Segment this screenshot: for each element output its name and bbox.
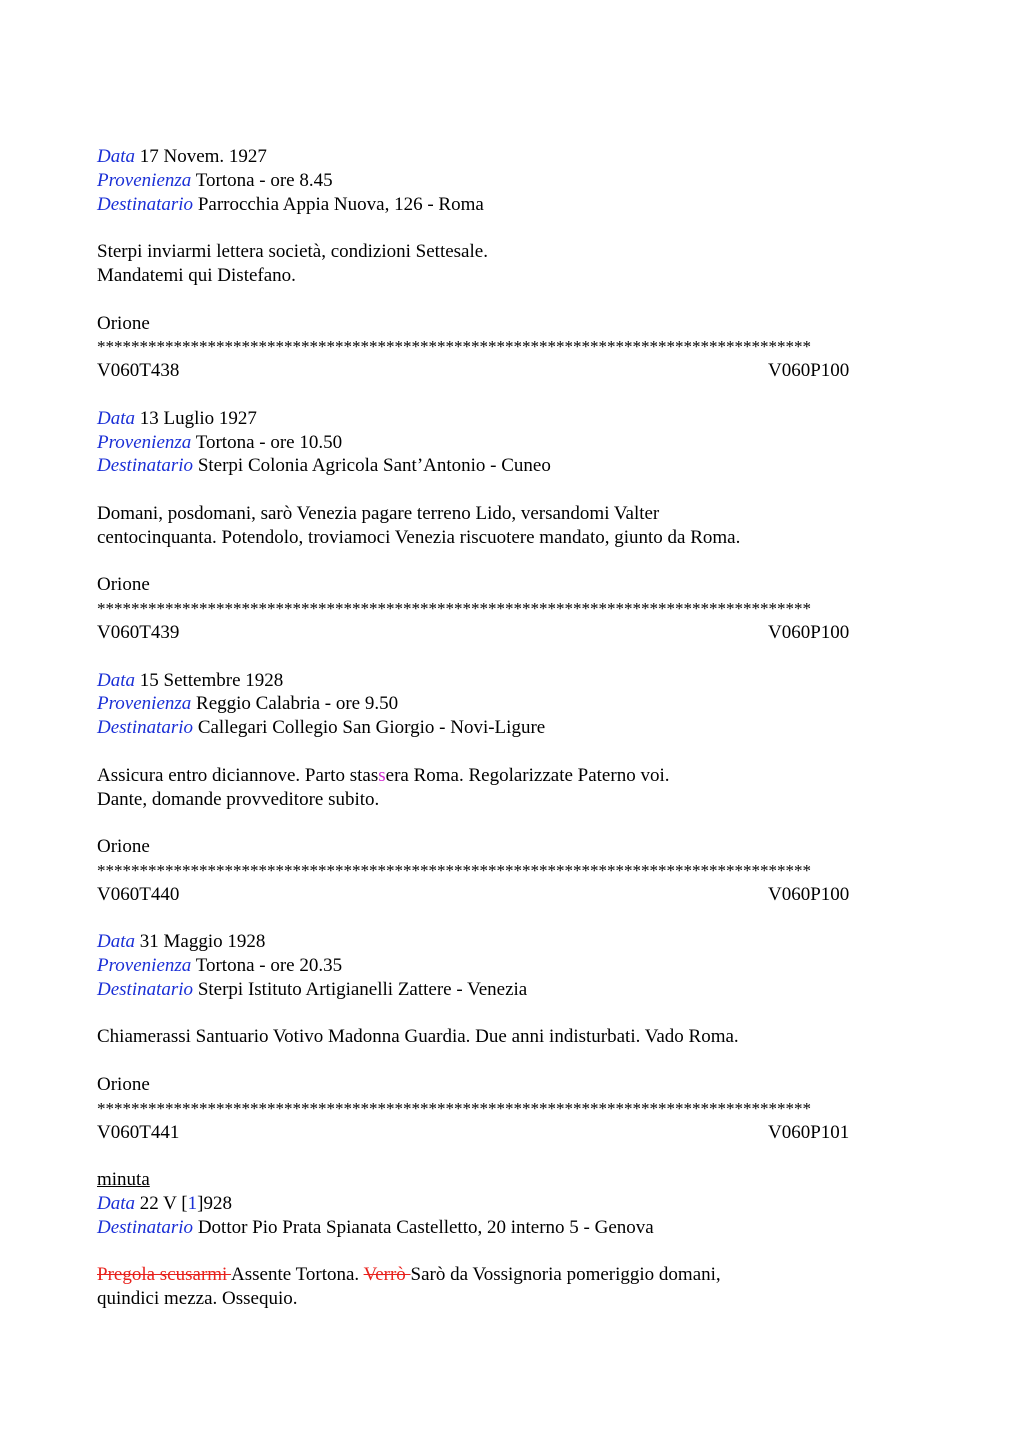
- date-label: Data: [97, 1193, 135, 1215]
- date-label: Data: [97, 407, 135, 429]
- separator: ************************************************************************************: [97, 1098, 811, 1118]
- telegram-id: V060T438: [97, 360, 180, 382]
- body-line: Sterpi inviarmi lettera società, condizioni Settesale.: [97, 241, 488, 263]
- signature: Orione: [97, 1074, 150, 1096]
- page-id: V060P100: [768, 883, 850, 905]
- entry-date-line: [97, 669, 927, 693]
- body-text: era Roma. Regolarizzate Paterno voi.: [385, 764, 670, 786]
- struck-text: Pregola scusarmi: [97, 1264, 232, 1286]
- origin-value: Reggio Calabria - ore 9.50: [196, 693, 399, 715]
- correction-mark: s: [378, 764, 386, 786]
- recipient-value: Dottor Pio Prata Spianata Castelletto, 20 interno 5 - Genova: [197, 1216, 654, 1238]
- minuta-label: minuta: [97, 1169, 150, 1191]
- id-row: [97, 359, 927, 383]
- body-line: centocinquanta. Potendolo, troviamoci Venezia riscuotere mandato, giunto da Roma.: [97, 526, 741, 548]
- origin-label: Provenienza: [97, 693, 192, 715]
- origin-value: Tortona - ore 8.45: [195, 169, 333, 191]
- date-value: 17 Novem. 1927: [139, 146, 267, 167]
- date-value: 13 Luglio 1927: [139, 407, 257, 429]
- page-id: V060P101: [768, 1121, 850, 1143]
- date-label: Data: [97, 146, 135, 167]
- telegram-id: V060T441: [97, 1121, 180, 1143]
- recipient-value: Callegari Collegio San Giorgio - Novi-Ligure: [197, 717, 546, 739]
- date-editorial-digit: 1: [187, 1193, 198, 1215]
- entry-origin-line: [97, 169, 927, 193]
- origin-value: Tortona - ore 10.50: [195, 431, 343, 453]
- entry-recipient-line: [97, 978, 927, 1002]
- origin-label: Provenienza: [97, 955, 192, 977]
- body-line: quindici mezza. Ossequio.: [97, 1288, 298, 1310]
- date-value: 15 Settembre 1928: [139, 669, 284, 691]
- signature: Orione: [97, 312, 150, 334]
- body-line: Dante, domande provveditore subito.: [97, 788, 380, 810]
- entry-origin-line: [97, 431, 927, 455]
- page-id: V060P100: [768, 621, 850, 643]
- recipient-label: Destinatario: [97, 978, 194, 1000]
- id-row: [97, 883, 927, 907]
- date-value: 22 V [: [139, 1193, 188, 1215]
- signature: Orione: [97, 574, 150, 596]
- separator: ************************************************************************************: [97, 860, 811, 880]
- date-label: Data: [97, 669, 135, 691]
- entry-date-line: [97, 407, 927, 431]
- body-line: [97, 764, 927, 788]
- id-row: [97, 1121, 927, 1145]
- recipient-value: Parrocchia Appia Nuova, 126 - Roma: [197, 193, 484, 215]
- date-value-end: ]928: [197, 1193, 232, 1215]
- telegram-id: V060T440: [97, 883, 180, 905]
- separator: ************************************************************************************: [97, 599, 811, 619]
- date-label: Data: [97, 931, 135, 953]
- entry-recipient-line: [97, 716, 927, 740]
- separator: ************************************************************************************: [97, 337, 811, 357]
- entry-recipient-line: [97, 1216, 927, 1240]
- page-id: V060P100: [768, 360, 850, 382]
- entry-date-line: [97, 145, 927, 169]
- document-page: [97, 145, 927, 1311]
- recipient-label: Destinatario: [97, 455, 194, 477]
- body-text: Assente Tortona.: [231, 1264, 364, 1286]
- origin-label: Provenienza: [97, 431, 192, 453]
- id-row: [97, 621, 927, 645]
- struck-text: Verrò: [363, 1264, 411, 1286]
- entry-origin-line: [97, 954, 927, 978]
- recipient-label: Destinatario: [97, 717, 194, 739]
- signature: Orione: [97, 836, 150, 858]
- recipient-label: Destinatario: [97, 1216, 194, 1238]
- body-line: Domani, posdomani, sarò Venezia pagare terreno Lido, versandomi Valter: [97, 502, 660, 524]
- recipient-value: Sterpi Istituto Artigianelli Zattere - Venezia: [197, 978, 528, 1000]
- date-value: 31 Maggio 1928: [139, 931, 266, 953]
- body-line: Mandatemi qui Distefano.: [97, 264, 296, 286]
- entry-recipient-line: [97, 454, 927, 478]
- telegram-id: V060T439: [97, 621, 180, 643]
- origin-label: Provenienza: [97, 169, 192, 191]
- entry-date-line: [97, 930, 927, 954]
- origin-value: Tortona - ore 20.35: [195, 955, 343, 977]
- entry-recipient-line: [97, 193, 927, 217]
- body-line: Chiamerassi Santuario Votivo Madonna Guardia. Due anni indisturbati. Vado Roma.: [97, 1026, 739, 1048]
- entry-date-line: [97, 1192, 927, 1216]
- body-text: Assicura entro diciannove. Parto stas: [97, 764, 379, 786]
- entry-origin-line: [97, 692, 927, 716]
- body-text: Sarò da Vossignoria pomeriggio domani,: [410, 1264, 721, 1286]
- recipient-label: Destinatario: [97, 193, 194, 215]
- recipient-value: Sterpi Colonia Agricola Sant’Antonio - Cuneo: [197, 455, 551, 477]
- body-line: [97, 1263, 927, 1287]
